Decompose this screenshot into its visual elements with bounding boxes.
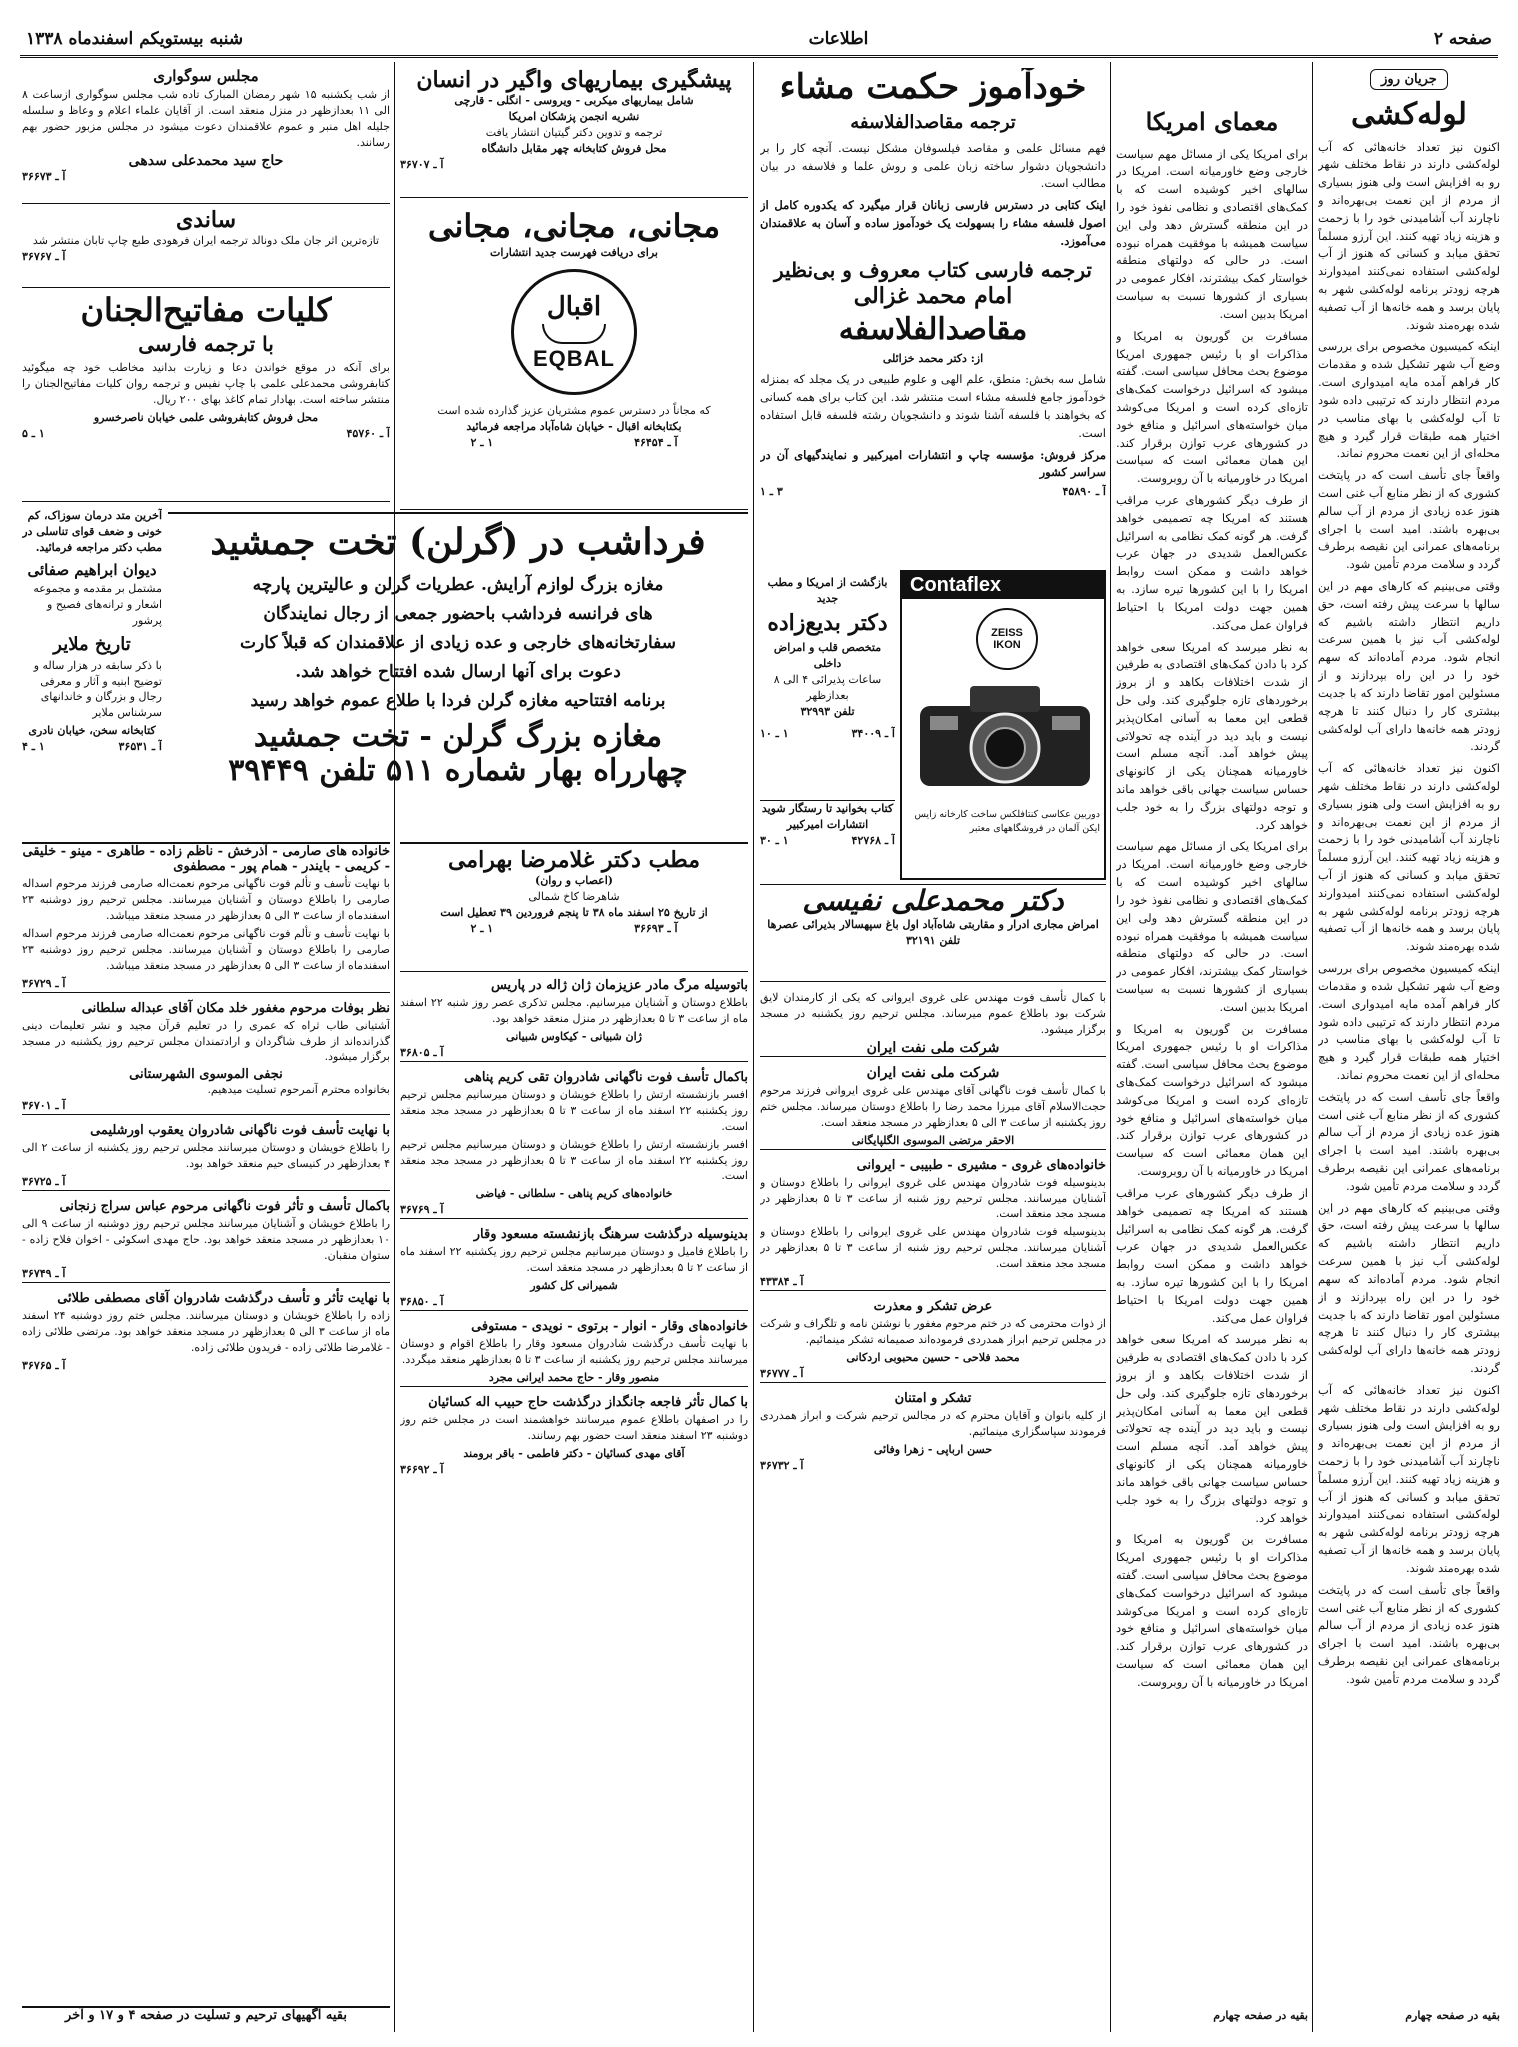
article-paragraph: برای امریکا یکی از مسائل مهم سیاست خارجی وضع خاورمیانه است. امریکا در سالهای اخیر کوشیده است که با کمک‌های اقتصادی و نظامی نفوذ خود را در این منطقه گسترش دهد ولی این سیاست همیشه با موفقیت همراه نبوده است. در حالی که دولتهای منطقه خواستار کمک بیشترند، افکار عمومی در بسیاری از کشورها نسبت به سیاست امریکا بدبین است. — [1116, 839, 1308, 1014]
obituary — [760, 1158, 1106, 1292]
ad-number: ۱ ـ ۵ — [22, 426, 45, 440]
gerlen-store: مغازه بزرگ گرلن - تخت جمشید — [253, 718, 663, 754]
ad-code: آ ـ ۴۶۴۵۴ — [634, 435, 678, 449]
obituaries-middle — [400, 978, 748, 2028]
column-rule — [394, 62, 395, 2032]
misc-title: دیوان ابراهیم صفائی — [27, 560, 157, 579]
gerlen-line: دعوت برای آنها ارسال شده افتتاح خواهد شد. — [295, 662, 621, 683]
naficy-title: دکتر محمدعلی نفیسی — [802, 884, 1064, 917]
editorial-paragraph: اکنون نیز تعداد خانه‌هائی که آب لوله‌کشی دارند در نقاط مختلف شهر رو به افزایش است ولی هنوز بسیاری از مردم از این نعمت بی‌بهره‌اند و ناچارند آب آشامیدنی خود را با زحمت و هزینه زیاد تهیه کنند. این آرزو مسلماً تحقق میابد و کسانی که هنوز از آب لوله‌کشی استفاده نمی‌کنند امیدوارند هرچه زودتر برنامه لوله‌کشی شهر به پایان برسد و همه خانه‌ها از آب تصفیه شده بهره‌مند شوند. — [1318, 1382, 1500, 1575]
misc-shop: کتابخانه سخن، خیابان نادری — [28, 724, 156, 738]
editorial-paragraph: وقتی می‌بینیم که کارهای مهم در این سالها با سرعت پیش رفته است، حق داریم انتظار داشته باشیم که لوله‌کشی آب نیز با همین سرعت انجام شود. مردم آماده‌اند که سهم خود را در این راه بپردازند و از مسئولین امور تقاضا دارند که با جدیت بیشتری کار را دنبال کنند تا هرچه زودتر همه خانه‌ها دارای آب لوله‌کشی گردند. — [1318, 1200, 1500, 1375]
obituary — [22, 1001, 390, 1116]
issue-date: شنبه بیستویکم اسفندماه ۱۳۳۸ — [26, 28, 244, 49]
obituary-sign: خانواده‌های کریم پناهی - سلطانی - فیاضی — [475, 1187, 673, 1201]
obituary-sign: ژان شبیانی - کیکاوس شبیانی — [506, 1029, 642, 1043]
obituary — [22, 844, 390, 993]
newspaper-name: اطلاعات — [808, 28, 869, 49]
book-ad-title2: ترجمه فارسی کتاب معروف و بی‌نظیر — [773, 257, 1092, 282]
obituary-text: با نهایت تأسف درگذشت شادروان مسعود وقار را باطلاع اقوام و دوستان میرسانند مجلس ترحیم روز یکشنبه از ساعت ۳ تا ۵ بعدازظهر منعقد میگردد. — [400, 1337, 748, 1366]
sandi-text: تازه‌ترین اثر جان ملک دونالد ترجمه ایران فرهودی طبع چاپ تابان منتشر شد — [32, 234, 380, 248]
continued-note: بقیه در صفحه چهارم — [1405, 2009, 1500, 2023]
eqbal-address: بکتابخانه اقبال - خیابان شاه‌آباد مراجعه فرمائید — [466, 419, 682, 433]
ad-code: آ ـ ۳۶۶۷۳ — [22, 170, 66, 183]
ad-code: آ ـ ۳۶۷۲۵ — [22, 1175, 66, 1189]
column-article — [1116, 68, 1308, 2028]
obituary-head: خانواده‌های غروی - مشیری - طبیبی - ایروانی — [856, 1157, 1106, 1173]
contaflex-text: دوربین عکاسی کنتافلکس ساخت کارخانه زایس ایکن آلمان در فروشگاههای معتبر — [914, 809, 1100, 834]
obituary-text: افسر بازنشسته ارتش را باطلاع خویشان و دوستان میرسانیم مجلس ترحیم روز یکشنبه ۲۲ اسفند ماه از ساعت ۳ تا ۵ بعدازظهر در مسجد مجد منعقد است. — [400, 1087, 748, 1133]
obituary-text: با نهایت تأسف و تألم فوت ناگهانی مرحوم نعمت‌اله صارمی فرزند مرحوم اسداله صارمی را باطلاع دوستان و آشنایان میرسانند. مجلس ترحیم روز دوشنبه ۲۳ اسفندماه از ساعت ۳ الی ۵ بعدازظهر در مسجد منعقد میباشد. — [22, 926, 390, 972]
editorial-paragraph: واقعاً جای تأسف است که در پایتخت کشوری که از نظر منابع آب غنی است هنوز عده زیادی از مردم از آب سالم بی‌بهره باشند. امید است با اجرای برنامه‌های عمرانی این نقیصه برطرف گردد و سلامت مردم تأمین شود. — [1318, 1089, 1500, 1193]
ad-number: ۱ ـ ۱۰ — [760, 726, 789, 740]
obituary-head: با نهایت تأثر و تأسف درگذشت شادروان آقای مصطفی طلائی — [57, 1290, 390, 1306]
obituary — [760, 1391, 1106, 1474]
majlis-text: از شب یکشنبه ۱۵ شهر رمضان المبارک تاده شب مجلس سوگواری ازساعت ۸ الی ۱۱ بعدازظهر در منزل منعقد است. از آقایان علماء اعلام و وعاظ و سلسله جلیله اهل منبر و عموم علاقمندان دعوت میشود در مجلس مزبور حضور بهم رسانند. — [22, 88, 390, 150]
sandi-title: ساندی — [175, 208, 237, 233]
obituary-head: عرض تشکر و معذرت — [873, 1299, 993, 1315]
doctor-name: دکتر بدیع‌زاده — [767, 609, 888, 636]
eqbal-title: مجانی، مجانی، مجانی — [427, 207, 721, 245]
doctor-line: متخصص قلب و امراض داخلی — [773, 641, 882, 671]
book-ad-text: فهم مسائل علمی و مقاصد فیلسوفان مشکل نیست. آنچه کار را بر دانشجویان دشوار ساخته زبان علمی و روش علما و فلاسفه در بیان مطالب است. — [760, 140, 1106, 191]
mafatih-shops: محل فروش کتابفروشی علمی خیابان ناصرخسرو — [93, 410, 319, 424]
sandi-ad — [22, 208, 390, 288]
article-paragraph: از طرف دیگر کشورهای عرب مراقب هستند که امریکا چه تصمیمی خواهد گرفت. هر گونه کمک نظامی به اسرائیل عکس‌العمل شدیدی در جهان عرب خواهد داشت و ممکن است روابط امریکا را با این کشورها تیره سازد. به همین جهت دولت امریکا با احتیاط فراوان عمل می‌کند. — [1116, 1185, 1308, 1325]
gerlen-address: چهارراه بهار شماره ۵۱۱ تلفن ۳۹۴۴۹ — [228, 753, 688, 789]
misc-books-ad — [22, 506, 162, 836]
obituary — [760, 1065, 1106, 1150]
editorial-paragraph: وقتی می‌بینیم که کارهای مهم در این سالها با سرعت پیش رفته است، حق داریم انتظار داشته باشیم که لوله‌کشی آب نیز با همین سرعت انجام شود. مردم آماده‌اند که سهم خود را در این راه بپردازند و از مسئولین امور تقاضا دارند که با جدیت بیشتری کار را دنبال کنند تا هرچه زودتر همه خانه‌ها دارای آب لوله‌کشی گردند. — [1318, 579, 1500, 754]
obituary-text: زاده را باطلاع خویشان و دوستان میرسانند. مجلس ختم روز دوشنبه ۲۴ اسفند ماه از ساعت ۳ الی ۵ بعدازظهر در مسجد منعقد خواهد بود. مرتضی طلائی زاده - غلامرضا طلائی زاده - فریدون طلائی زاده. — [22, 1308, 390, 1354]
contaflex-ad — [900, 570, 1106, 880]
ad-code: آ ـ ۳۶۶۹۲ — [400, 1462, 444, 1476]
ad-code: آ ـ ۳۶۸۰۵ — [400, 1045, 444, 1059]
obituary — [400, 1070, 748, 1220]
eqbal-logo — [511, 269, 637, 395]
ad-number: ۳ ـ ۱ — [760, 485, 783, 499]
ad-code: آ ـ ۳۶۷۰۱ — [22, 1099, 66, 1113]
ad-code: آ ـ ۳۶۷۳۲ — [760, 1458, 804, 1472]
obituary-text: بدینوسیله فوت شادروان مهندس علی غروی ایروانی را باطلاع دوستان و آشنایان میرسانند. مجلس ترحیم روز شنبه از ساعت ۳ تا ۵ بعدازظهر در مسجد مجد منعقد است. — [760, 1175, 1106, 1221]
ad-code: آ ـ ۴۵۸۹۰ — [1062, 485, 1106, 499]
disease-ad-title: پیشگیری بیماریهای واگیر در انسان — [416, 68, 732, 93]
section-tag: جریان روز — [1370, 69, 1448, 90]
obituary-head: باکمال تأسف فوت ناگهانی شادروان تقی کریم پناهی — [464, 1069, 748, 1085]
gerlen-title: فرداشب در (گرلن) تخت جمشید — [210, 521, 706, 563]
bahrami-addr: شاهرضا کاخ شمالی — [528, 890, 620, 904]
bahrami-ad — [400, 842, 748, 972]
ad-code: آ ـ ۴۳۳۸۴ — [760, 1275, 804, 1289]
obituary-head: باکمال تأسف و تأثر فوت ناگهانی مرحوم عباس سراج زنجانی — [59, 1199, 390, 1215]
ad-code: آ ـ ۳۶۷۷۷ — [760, 1366, 804, 1380]
obituary-head: نجفی الموسوی الشهرستانی — [129, 1067, 283, 1083]
book-ad-publisher: مرکز فروش: مؤسسه چاپ و انتشارات امیرکبیر و نمایندگیهای آن در سراسر کشور — [760, 447, 1106, 480]
book-ad-book: مقاصدالفلاسفه — [838, 311, 1028, 347]
obituary — [400, 1227, 748, 1311]
obituaries-right — [760, 988, 1106, 2028]
misc-text: مشتمل بر مقدمه و مجموعه اشعار و ترانه‌های فصیح و پرشور — [33, 582, 162, 627]
article-paragraph: مسافرت بن گوریون به امریکا و مذاکرات او با رئیس جمهوری امریکا موضوع بحث محافل سیاسی است. گفته میشود که اسرائیل درخواست کمک‌های تازه‌ای کرده است و امریکا می‌کوشد میان خواسته‌های اسرائیل و منافع خود در کشورهای عرب توازن برقرار کند. این همان معمائی است که سیاست امریکا در خاورمیانه با آن روبروست. — [1116, 1021, 1308, 1179]
mafatih-text: برای آنکه در موقع خواندن دعا و زیارت بدانید مخاطب خود چه میگوئید کتابفروشی محمدعلی علمی با چاپ نفیس و ترجمه روان کلیات مفاتیح‌الجنان را منتشر ساخته است. بهادار تمام کاغذ بهای ۲۰۰ ریال. — [22, 360, 390, 406]
book-ad-text: شامل سه بخش: منطق، علم الهی و علوم طبیعی در یک مجلد که بمنزله خودآموز جامع فلسفه مشاء است منتشر شد. این کتاب برای همه کسانی که بخواهند با فلسفه آشنا شوند و دانشجویان رشته فلسفه قابل استفاده است. — [760, 372, 1106, 440]
obituary-text: از ذوات محترمی که در ختم مرحوم مغفور با نوشتن نامه و تلگراف و شرکت در مجلس ترحیم ابراز همدردی فرموده‌اند صمیمانه تشکر مینمائیم. — [760, 1317, 1106, 1347]
mafatih-sub: با ترجمه فارسی — [138, 331, 274, 356]
obituary-text: با کمال تأسف فوت مهندس علی غروی ایروانی که یکی از کارمندان لایق شرکت بود باطلاع عموم میرساند. مجلس ترحیم روز یکشنبه در مسجد برگزار میشود. — [760, 991, 1106, 1036]
disease-ad-trans: ترجمه و تدوین دکتر گیتیان انتشار یافت — [485, 126, 663, 140]
editorial-paragraph: اکنون نیز تعداد خانه‌هائی که آب لوله‌کشی دارند در نقاط مختلف شهر رو به افزایش است ولی هنوز بسیاری از مردم از این نعمت بی‌بهره‌اند و ناچارند آب آشامیدنی خود را با زحمت و هزینه زیاد تهیه کنند. این آرزو مسلماً تحقق میابد و کسانی که هنوز از آب لوله‌کشی استفاده نمی‌کنند امیدوارند هرچه زودتر برنامه لوله‌کشی شهر به پایان برسد و همه خانه‌ها از آب تصفیه شده بهره‌مند شوند. — [1318, 139, 1500, 332]
obituary-text: آشتیانی طاب ثراه که عمری را در تعلیم قرآن مجید و نشر تعلیمات دینی گذرانده‌اند از طرف شاگردان و ارادتمندان مجلس ترحیم روز یکشنبه در مسجد برگزار میشود. — [22, 1018, 390, 1064]
ad-code: آ ـ ۴۵۷۶۰ — [346, 426, 390, 440]
obituary-head: با کمال تأثر فاجعه جانگداز درگذشت حاج حبیب اله کسائیان — [428, 1394, 748, 1410]
ad-number: ۱ ـ ۴ — [22, 740, 45, 754]
amirkabir-text: کتاب بخوانید تا رستگار شوید — [761, 802, 894, 815]
ad-code: آ ـ ۴۲۷۶۸ — [851, 833, 895, 847]
ad-code: آ ـ ۳۶۷۲۹ — [22, 976, 66, 990]
majlis-title: مجلس سوگواری — [153, 68, 259, 85]
doctor-ad — [760, 575, 895, 795]
ad-code: آ ـ ۳۶۷۶۵ — [22, 1358, 66, 1372]
majlis-signer: حاج سید محمدعلی سدهی — [128, 153, 284, 169]
obituary-head: باتوسیله مرگ مادر عزیزمان ژان ژاله در پاریس — [490, 978, 748, 993]
obituary-head: تشکر و امتنان — [894, 1390, 972, 1406]
obituary-head: بدینوسیله درگذشت سرهنگ بازنشسته مسعود وقار — [473, 1227, 748, 1243]
gerlen-ad — [168, 512, 748, 837]
page-number: صفحه ۲ — [1433, 28, 1492, 49]
obituary — [760, 990, 1106, 1057]
book-ad-text: اینک کتابی در دسترس فارسی زبانان قرار میگیرد که یکدوره کامل از اصول فلسفه مشاء را بسهولت یک خودآموز ساده و آسان به علاقمندان می‌آموزد. — [760, 198, 1106, 248]
disease-ad-shop: محل فروش کتابخانه چهر مقابل دانشگاه — [481, 142, 667, 156]
book-ad-translator: از: دکتر محمد خزائلی — [882, 352, 984, 366]
obituary-text: از کلیه بانوان و آقایان محترم که در مجالس ترحیم شرکت و ابراز همدردی فرمودند سپاسگزاری مینمائیم. — [760, 1408, 1106, 1438]
ad-code: آ ـ ۳۶۶۹۳ — [634, 922, 678, 936]
ad-code: آ ـ ۳۶۷۰۷ — [400, 158, 444, 172]
eqbal-logo-en: EQBAL — [533, 346, 615, 372]
misc-text: با ذکر سابقه در هزار ساله و توضیح ابنیه و آثار و معرفی رجال و بزرگان و خاندانهای سرشناس ملایر — [33, 658, 162, 720]
bahrami-sub: (اعصاب و روان) — [534, 874, 613, 888]
ad-code: آ ـ ۳۶۵۳۱ — [118, 740, 162, 754]
misc-title: تاریخ ملایر — [53, 633, 131, 655]
book-ad — [760, 68, 1106, 568]
bahrami-title: مطب دکتر غلامرضا بهرامی — [447, 847, 701, 873]
obituary — [22, 1199, 390, 1283]
mafatih-title: کلیات مفاتیح‌الجنان — [80, 292, 332, 329]
obituary-text: باطلاع دوستان و آشنایان میرسانیم. مجلس تذکری عصر روز شنبه ۲۲ اسفند ماه از ساعت ۳ تا ۵ بعدازظهر در منزل منعقد خواهد بود. — [400, 996, 748, 1025]
article-paragraph: مسافرت بن گوریون به امریکا و مذاکرات او با رئیس جمهوری امریکا موضوع بحث محافل سیاسی است. گفته میشود که اسرائیل درخواست کمک‌های تازه‌ای کرده است و امریکا می‌کوشد میان خواسته‌های اسرائیل و منافع خود در کشورهای عرب توازن برقرار کند. این همان معمائی است که سیاست امریکا در خاورمیانه با آن روبروست. — [1116, 328, 1308, 486]
obituary-text: را باطلاع خویشان و دوستان میرسانند مجلس ترحیم روز یکشنبه از ساعت ۲ الی ۴ بعدازظهر در کنیسای حیم منعقد خواهد بود. — [22, 1141, 390, 1171]
article-paragraph: از طرف دیگر کشورهای عرب مراقب هستند که امریکا چه تصمیمی خواهد گرفت. هر گونه کمک نظامی به اسرائیل عکس‌العمل شدیدی در جهان عرب خواهد داشت و ممکن است روابط امریکا را با این کشورها تیره سازد. به همین جهت دولت امریکا با احتیاط فراوان عمل می‌کند. — [1116, 493, 1308, 632]
obituary — [400, 1319, 748, 1387]
editorial-paragraph: واقعاً جای تأسف است که در پایتخت کشوری که از نظر منابع آب غنی است هنوز عده زیادی از مردم از آب سالم بی‌بهره باشند. امید است با اجرای برنامه‌های عمرانی این نقیصه برطرف گردد و سلامت مردم تأمین شود. — [1318, 468, 1500, 572]
obituary — [22, 1123, 390, 1191]
obituary-text: با نهایت تأسف و تألم فوت ناگهانی مرحوم نعمت‌اله صارمی فرزند مرحوم اسداله صارمی را باطلاع دوستان و آشنایان میرسانند. مجلس ترحیم روز دوشنبه ۲۳ اسفندماه از ساعت ۳ الی ۵ بعدازظهر در مسجد منعقد میباشد. — [22, 877, 390, 922]
obituary — [760, 1299, 1106, 1383]
book-ad-subtitle: ترجمه مقاصدالفلاسفه — [850, 112, 1016, 134]
article-paragraph: به نظر میرسد که امریکا سعی خواهد کرد با دادن کمک‌های اقتصادی به طرفین از شدت اختلافات بکاهد و از بروز برخوردهای تازه جلوگیری کند. ولی حل قطعی این معما به آسانی امکان‌پذیر نیست و باید دید در آینده چه تحولاتی پیش خواهد آمد. آنچه مسلم است خاورمیانه همچنان یکی از کانونهای حساس سیاست جهانی باقی خواهد ماند و توجه دولتهای بزرگ را به خود جلب خواهد کرد. — [1116, 639, 1308, 832]
obituary-text: با کمال تأسف فوت ناگهانی آقای مهندس علی غروی ایروانی فرزند مرحوم حجت‌الاسلام آقای میرزا محمد رضا را باطلاع دوستان میرساند. مجلس ختم روز یکشنبه از ساعت ۳ الی ۵ بعدازظهر در مسجد منعقد است. — [760, 1083, 1106, 1129]
editorial-headline: لوله‌کشی — [1351, 97, 1467, 132]
ad-code: آ ـ ۳۶۸۵۰ — [400, 1295, 444, 1309]
obituary-head: خانواده های صارمی - آذرخش - ناظم زاده - طاهری - مینو - خلیقی - کریمی - بایندر - همام پور - مصطفوی — [22, 844, 390, 874]
obituary-head: شرکت ملی نفت ایران — [866, 1064, 1000, 1081]
obituary-sign: الاحقر مرتضی الموسوی الگلپایگانی — [851, 1133, 1015, 1147]
obituary-text: بخانواده محترم آنمرحوم تسلیت میدهیم. — [207, 1083, 390, 1097]
naficy-ad — [760, 884, 1106, 982]
obituary-sign: محمد فلاحی - حسین محبوبی اردکانی — [846, 1351, 1020, 1364]
gerlen-line: مغازه بزرگ لوازم آرایش. عطریات گرلن و عالیترین پارچه — [252, 575, 664, 596]
book-ad-author: امام محمد غزالی — [853, 282, 1013, 309]
obituary-head: شرکت ملی نفت ایران — [866, 1039, 1000, 1056]
column-rule — [1312, 62, 1313, 2032]
obituary-text: را باطلاع خویشان و آشنایان میرسانند مجلس ترحیم روز دوشنبه از ساعت ۹ الی ۱۰ بعدازظهر در مسجد منعقد خواهد بود. حاج مهدی اسکوئی - اخوان فلاح زاده - ستوان منقبان. — [22, 1217, 390, 1262]
gerlen-line: های فرانسه فرداشب باحضور جمعی از رجال نمایندگان — [263, 604, 653, 625]
ikon-logo-text: IKON — [993, 639, 1021, 651]
book-ad-title: خودآموز حکمت مشاء — [779, 68, 1087, 107]
amirkabir-pub: انتشارات امیرکبیر — [786, 817, 869, 831]
contaflex-brand: Contaflex — [902, 572, 1104, 599]
editorial-paragraph: واقعاً جای تأسف است که در پایتخت کشوری که از نظر منابع آب غنی است هنوز عده زیادی از مردم از آب سالم بی‌بهره باشند. امید است با اجرای برنامه‌های عمرانی این نقیصه برطرف گردد و سلامت مردم تأمین شود. — [1318, 1582, 1500, 1686]
editorial-paragraph: اینکه کمیسیون مخصوص برای بررسی وضع آب شهر تشکیل شده و مقدمات کار فراهم آمده مایه امیدواری است. مردم انتظار دارند که ترتیبی داده شود تا آب لوله‌کشی با بهای مناسب در اختیار همه طبقات قرار گیرد و هیچ محله‌ای از این نعمت محروم نماند. — [1318, 339, 1500, 461]
doctor-phone: تلفن ۳۲۹۹۳ — [800, 704, 855, 718]
book-icon — [542, 324, 606, 344]
ad-number: ۱ ـ ۲ — [470, 922, 494, 936]
eqbal-ad — [400, 200, 748, 510]
obituary-sign: منصور وقار - حاج محمد ایرانی مجرد — [488, 1370, 660, 1384]
column-rule — [1110, 62, 1111, 2032]
article-paragraph: به نظر میرسد که امریکا سعی خواهد کرد با دادن کمک‌های اقتصادی به طرفین از شدت اختلافات بکاهد و از بروز برخوردهای تازه جلوگیری کند. ولی حل قطعی این معما به آسانی امکان‌پذیر نیست و باید دید در آینده چه تحولاتی پیش خواهد آمد. آنچه مسلم است خاورمیانه همچنان یکی از کانونهای حساس سیاست جهانی باقی خواهد ماند و توجه دولتهای بزرگ را به خود جلب خواهد کرد. — [1116, 1332, 1308, 1525]
obituary-text: را باطلاع فامیل و دوستان میرسانیم مجلس ترحیم روز یکشنبه ۲۲ اسفند ماه از ساعت ۲ تا ۵ بعدازظهر در مسجد منعقد است. — [400, 1245, 748, 1275]
doctor-line: بازگشت از امریکا و مطب جدید — [767, 576, 888, 605]
gerlen-line: سفارتخانه‌های خارجی و عده زیادی از علاقمندان که قبلاً کارت — [240, 633, 676, 654]
ad-code: آ ـ ۳۶۷۶۹ — [400, 1203, 444, 1217]
eqbal-sub: برای دریافت فهرست جدید انتشارات — [490, 245, 658, 259]
zeiss-logo-text: ZEISS — [991, 627, 1023, 639]
obituaries-left — [22, 842, 390, 2002]
continued-obituaries-note: بقیه آگهیهای ترحیم و تسلیت در صفحه ۴ و ۱۷ و آخر — [22, 2006, 390, 2032]
misc-text: آخرین متد درمان سوزاک، کم خونی و ضعف قوای تناسلی در مطب دکتر مراجعه فرمائید. — [22, 509, 162, 554]
obituary-text: افسر بازنشسته ارتش را باطلاع خویشان و دوستان میرسانیم مجلس ترحیم روز یکشنبه ۲۲ اسفند ماه از ساعت ۳ تا ۵ بعدازظهر در مسجد مجد منعقد است. — [400, 1137, 748, 1183]
obituary-sign: حسن ارباپی - زهرا وفائی — [873, 1442, 993, 1456]
obituary-text: را در اصفهان باطلاع عموم میرسانند خواهشمند است در مجلس ختم روز دوشنبه ۲۳ اسفند منعقد است حضور بهم رسانند. — [400, 1412, 748, 1442]
gerlen-line: برنامه افتتاحیه مغازه گرلن فردا با طلاع عموم خواهد رسید — [250, 690, 666, 711]
ad-number: ۱ ـ ۳۰ — [760, 833, 789, 847]
obituary-head: با نهایت تأسف فوت ناگهانی شادروان یعقوب اورشلیمی — [90, 1123, 390, 1139]
ad-code: آ ـ ۳۶۷۶۷ — [22, 250, 66, 264]
page-header — [20, 22, 1498, 58]
majlis-ad — [22, 68, 390, 204]
obituary-sign: آقای مهدی کسائیان - دکتر فاطمی - باقر برومند — [463, 1446, 685, 1460]
article-paragraph: مسافرت بن گوریون به امریکا و مذاکرات او با رئیس جمهوری امریکا موضوع بحث محافل سیاسی است. گفته میشود که اسرائیل درخواست کمک‌های تازه‌ای کرده است و امریکا می‌کوشد میان خواسته‌های اسرائیل و منافع خود در کشورهای عرب توازن برقرار کند. این همان معمائی است که سیاست امریکا در خاورمیانه با آن روبروست. — [1116, 1532, 1308, 1689]
article-paragraph: برای امریکا یکی از مسائل مهم سیاست خارجی وضع خاورمیانه است. امریکا در سالهای اخیر کوشیده است که با کمک‌های اقتصادی و نظامی نفوذ خود را در این منطقه گسترش دهد ولی این سیاست همیشه با موفقیت همراه نبوده است. در حالی که دولتهای منطقه خواستار کمک بیشترند، افکار عمومی در بسیاری از کشورها نسبت به سیاست امریکا بدبین است. — [1116, 146, 1308, 321]
mafatih-ad — [22, 292, 390, 502]
obituary — [400, 1395, 748, 1478]
obituary-text: بدینوسیله فوت شادروان مهندس علی غروی ایروانی را باطلاع دوستان و آشنایان میرسانند. مجلس ترحیم روز شنبه از ساعت ۳ تا ۵ بعدازظهر در مسجد مجد منعقد است. — [760, 1225, 1106, 1271]
eqbal-logo-fa: اقبال — [546, 291, 602, 322]
editorial-paragraph: اکنون نیز تعداد خانه‌هائی که آب لوله‌کشی دارند در نقاط مختلف شهر رو به افزایش است ولی هنوز بسیاری از مردم از این نعمت بی‌بهره‌اند و ناچارند آب آشامیدنی خود را با زحمت و هزینه زیاد تهیه کنند. این آرزو مسلماً تحقق میابد و کسانی که هنوز از آب لوله‌کشی استفاده نمی‌کنند امیدوارند هرچه زودتر برنامه لوله‌کشی شهر به پایان برسد و همه خانه‌ها از آب تصفیه شده بهره‌مند شوند. — [1318, 761, 1500, 954]
column-rule — [753, 62, 754, 2032]
doctor-line: ساعات پذیرائی ۴ الی ۸ بعدازظهر — [773, 673, 882, 702]
obituary-sign: شمیرانی کل کشور — [530, 1279, 618, 1293]
column-editorial — [1318, 68, 1500, 2028]
ad-code: آ ـ ۳۶۷۴۹ — [22, 1266, 66, 1280]
disease-ad-sub: شامل بیماریهای میکربی - ویروسی - انگلی - قارچی — [454, 94, 694, 108]
obituary — [22, 1291, 390, 1374]
naficy-text: امراض مجاری ادرار و مقاربتی شاه‌آباد اول باغ سپهسالار بذیرائی عصرها تلفن ۳۲۱۹۱ — [767, 918, 1099, 948]
editorial-paragraph: اینکه کمیسیون مخصوص برای بررسی وضع آب شهر تشکیل شده و مقدمات کار فراهم آمده مایه امیدواری است. مردم انتظار دارند که ترتیبی داده شود تا آب لوله‌کشی با بهای مناسب در اختیار همه طبقات قرار گیرد و هیچ محله‌ای از این نعمت محروم نماند. — [1318, 961, 1500, 1082]
bahrami-text: از تاریخ ۲۵ اسفند ماه ۳۸ تا پنجم فروردین ۳۹ تعطیل است — [440, 906, 708, 920]
obituary-head: نظر بوفات مرحوم مغفور خلد مکان آقای عبداله سلطانی — [81, 1000, 390, 1016]
eqbal-text: که مجاناً در دسترس عموم مشتریان عزیز گذارده شده است — [437, 403, 711, 417]
obituary — [400, 978, 748, 1062]
ad-number: ۱ ـ ۲ — [470, 435, 494, 449]
obituary-head: خانواده‌های وقار - انوار - برتوی - نویدی - مستوفی — [471, 1319, 748, 1334]
ad-code: آ ـ ۳۴۰۰۹ — [851, 726, 895, 740]
amirkabir-ad — [760, 800, 895, 870]
continued-note: بقیه در صفحه چهارم — [1213, 2009, 1308, 2023]
zeiss-logo — [976, 608, 1038, 670]
article-headline: معمای امریکا — [1145, 107, 1279, 136]
disease-book-ad — [400, 68, 748, 198]
disease-ad-pub: نشریه انجمن پزشکان امریکا — [508, 110, 640, 124]
